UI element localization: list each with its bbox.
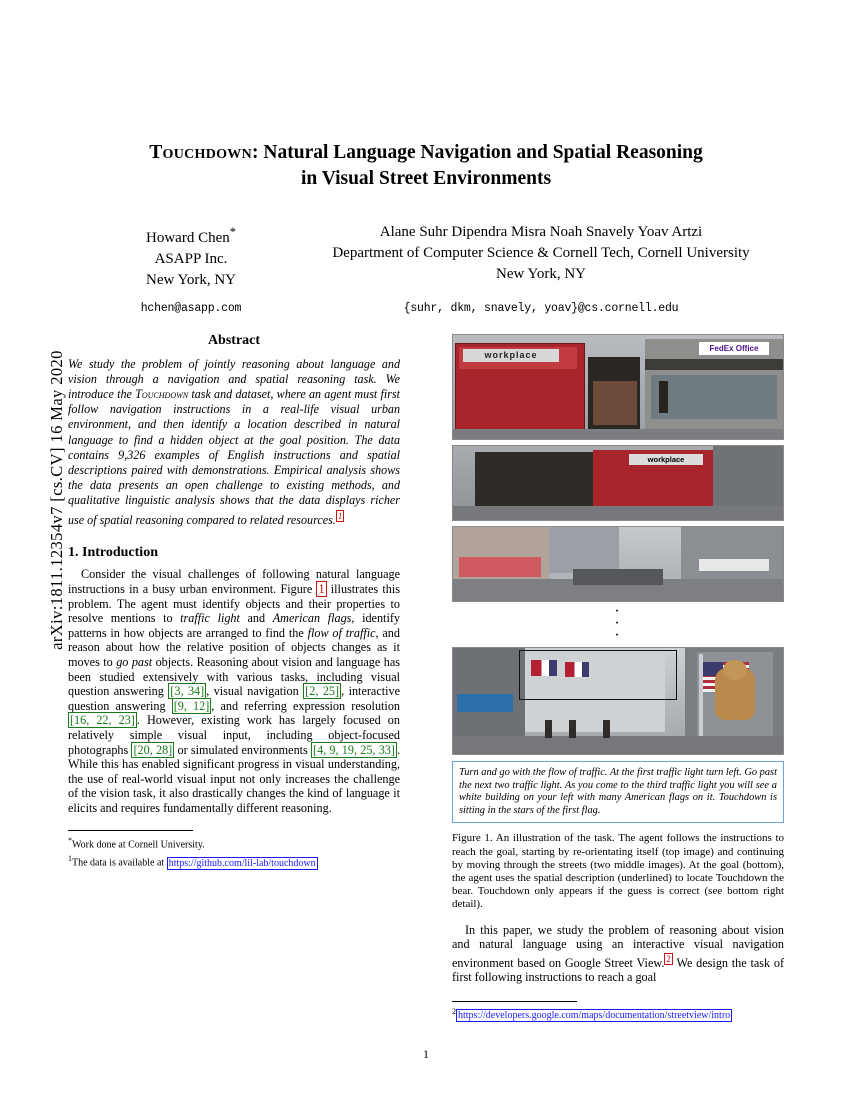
title-smallcaps: Touchdown — [149, 142, 253, 163]
abstract-heading: Abstract — [207, 333, 261, 348]
body-columns — [68, 334, 784, 1034]
title-line2: in Visual Street Environments — [300, 168, 552, 189]
author-right-affiliation: Department of Computer Science & Cornell Tech, Cornell University — [332, 245, 750, 261]
footnote-one: $^1$The data is available at https://github.com/lil-lab/touchdown — [68, 854, 316, 869]
touchdown-data-link[interactable]: https://github.com/lil-lab/touchdown — [168, 857, 316, 869]
figure-reference-link[interactable]: 1 — [318, 582, 325, 597]
footnote-rule-right — [452, 1001, 577, 1002]
left-column — [68, 334, 400, 872]
fedex-office-sign: FedEx Office — [699, 342, 769, 355]
streetview-footnote-mark[interactable]: 2 — [666, 953, 671, 964]
author-right-location: New York, NY — [495, 266, 586, 282]
author-right-names: Alane Suhr Dipendra Misra Noah Snavely Yoav Artzi — [379, 224, 703, 240]
footnote-two: $^2$ https://developers.google.com/maps/documentation/streetview/intro — [452, 1007, 731, 1022]
footnote-rule — [68, 830, 193, 831]
citation-link[interactable]: [4, 9, 19, 25, 33] — [313, 742, 395, 757]
author-left-email[interactable]: hchen@asapp.com — [140, 302, 242, 315]
citation-link[interactable]: [3, 34] — [170, 684, 205, 699]
page-title — [68, 140, 784, 192]
citation-link[interactable]: [16, 22, 23] — [70, 713, 135, 728]
arxiv-stamp: arXiv:1811.12354v7 [cs.CV] 16 May 2020 — [47, 350, 66, 650]
citation-link[interactable]: [20, 28] — [133, 742, 173, 757]
author-footnote-mark: * — [229, 225, 236, 239]
abstract-task-name: Touchdown — [135, 387, 189, 401]
left-footnotes — [68, 830, 400, 871]
figure-1 — [452, 334, 784, 1025]
author-right-email[interactable]: {suhr, dkm, snavely, yoav}@cs.cornell.edu — [403, 302, 679, 315]
page-number: 1 — [423, 1047, 429, 1061]
footnote-star: *Work done at Cornell University. — [68, 835, 205, 850]
instruction-text: Turn and go with the flow of traffic. At the first traffic light turn left. Go past the next two traffic light. As you come to the third traffic light you will see a white building on your left with many American flags on it. Touchdown is sitting in the stars of the first flag. — [459, 767, 777, 816]
vertical-ellipsis-icon: · · · — [614, 603, 622, 644]
author-left-name: Howard Chen* — [146, 225, 236, 246]
figure-photo-middle-1 — [452, 445, 784, 521]
figure-caption: Figure 1. An illustration of the task. The agent follows the instructions to reach the goal, starting by re-orientating itself (top image) and continuing by moving through the streets (two middle images). At the goal (bottom), the agent uses the spatial description (underlined) to locate Touchdown the bear. Touchdown only appears if the guess is correct (see bottom right detail). — [452, 832, 784, 911]
introduction-heading: 1. Introduction — [68, 544, 158, 560]
streetview-doc-link[interactable]: https://developers.google.com/maps/documentation/streetview/intro — [458, 1010, 731, 1022]
figure-photo-goal — [452, 647, 784, 755]
author-block — [68, 222, 784, 319]
introduction-paragraph-2: In this paper, we study the problem of reasoning about vision and natural language using an interactive visual navigation environment based on Google Street View. $^2$ We design the task of first following instructions to reach a goal — [452, 922, 784, 985]
detail-crop-box — [519, 650, 677, 700]
author-left-affiliation: ASAPP Inc. — [154, 251, 228, 267]
author-left-location: New York, NY — [145, 272, 236, 288]
workplace-sign: workplace — [463, 349, 559, 362]
workplace-sign-2: workplace — [629, 454, 703, 465]
right-footnotes — [452, 1001, 784, 1023]
abstract-text: We study the problem of jointly reasoning about language and vision through a navigation and spatial reasoning task. We introduce the Touchdown task and dataset, where an agent must first follow navigation instructions in a real-life visual urban environment, and then identify a location described in natural language to find a hidden object at the goal position. The data contains 9,326 examples of English instructions and spatial descriptions paired with demonstrations. Empirical analysis shows the data presents an open challenge to existing methods, and qualitative linguistic analysis shows that the data displays richer use of spatial reasoning compared to related resources. $^1$ — [68, 356, 400, 527]
citation-link[interactable]: [2, 25] — [305, 684, 340, 699]
abstract-footnote-mark[interactable]: 1 — [337, 510, 343, 521]
instruction-text-box — [452, 761, 784, 823]
figure-photo-middle-2 — [452, 526, 784, 602]
figure-photo-top — [452, 334, 784, 440]
paper-page — [68, 0, 784, 1100]
introduction-paragraph-1: Consider the visual challenges of following natural language instructions in a busy urban environment. Figure 1 illustrates this problem. The agent must identify objects and their properties to resolve mentions to traffic light and American flags, identify patterns in how objects are arranged to find the flow of traffic, and reason about how the relative position of objects changes as it moves to go past objects. Reasoning about vision and language has been studied extensively with various tasks, including visual question answering [3, 34] , visual navigation [2, 25] , interactive question answering [9, 12] , and referring expression resolution [16, 22, 23] . However, existing work has largely focused on relatively simple visual input, including object-focused photographs [20, 28] or simulated environments [4, 9, 19, 25, 33] . While this has enabled significant progress in visual understanding, the use of real-world visual input not only increases the challenge of the vision task, it also drastically changes the kind of language it elicits and requires fundamentally different reasoning. — [68, 567, 401, 815]
title-line1-rest: : Natural Language Navigation and Spatial Reasoning — [252, 142, 703, 163]
citation-link[interactable]: [9, 12] — [173, 698, 210, 713]
